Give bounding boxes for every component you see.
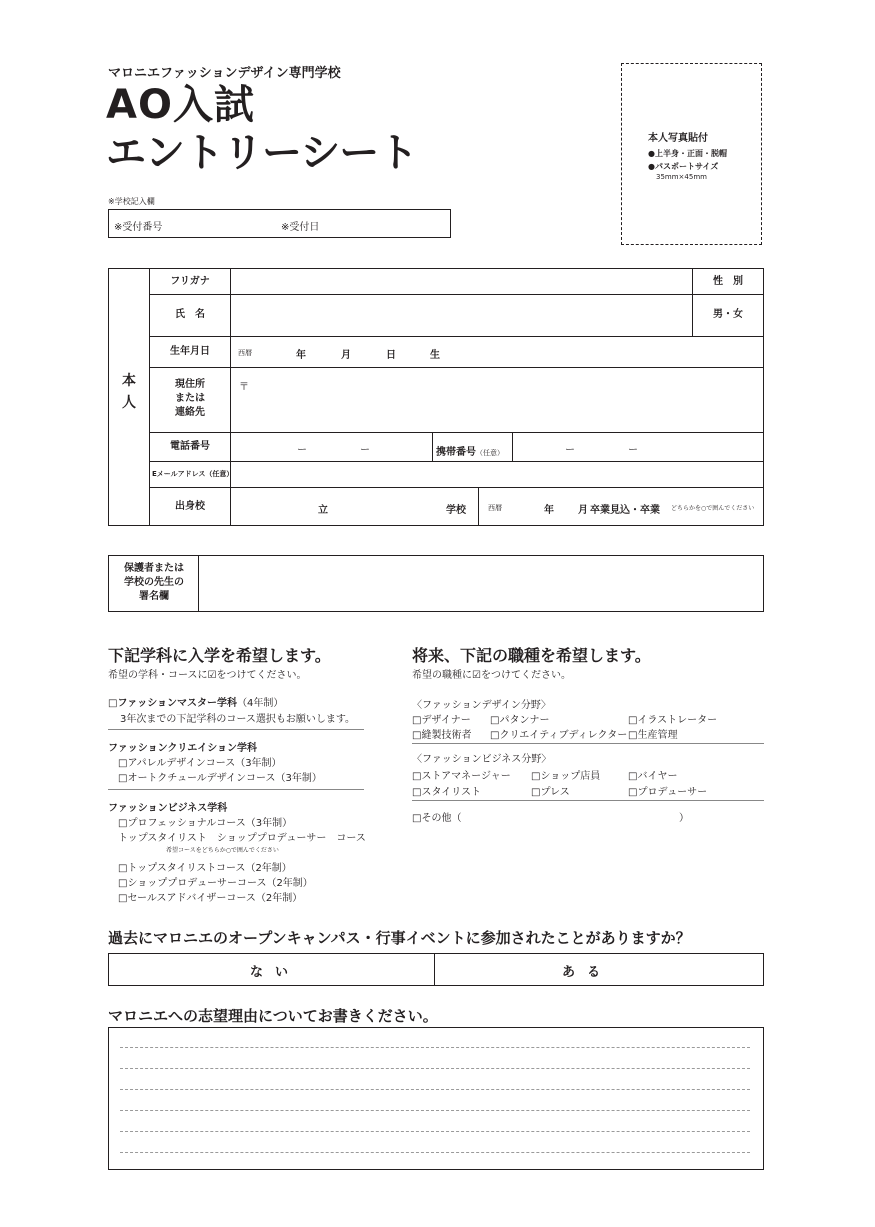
design-field-title: 〈ファッションデザイン分野〉 — [412, 700, 551, 711]
email-label: Eメールアドレス（任意） — [152, 470, 234, 478]
pro-course-note: 希望コースをどちらか○で囲んでください — [166, 847, 279, 854]
career-store-manager[interactable]: □ストアマネージャー — [412, 771, 511, 782]
business-option-3[interactable]: □セールスアドバイザーコース（2年制） — [118, 893, 303, 904]
dob-label: 生年月日 — [170, 346, 210, 358]
photo-size: 35mm×45mm — [656, 173, 707, 181]
career-buyer[interactable]: □バイヤー — [628, 771, 678, 782]
career-instruction: 希望の職種に☑をつけてください。 — [412, 670, 571, 681]
name-label: 氏 名 — [175, 309, 205, 321]
career-designer[interactable]: □デザイナー — [412, 715, 471, 726]
career-sewing[interactable]: □縫製技術者 — [412, 730, 472, 741]
business-field-title: 〈ファッションビジネス分野〉 — [412, 754, 552, 765]
photo-box[interactable] — [621, 63, 762, 245]
career-creative-director[interactable]: □クリエイティブディレクター — [490, 730, 628, 741]
career-stylist[interactable]: □スタイリスト — [412, 787, 482, 798]
photo-title: 本人写真貼付 — [648, 133, 708, 144]
address-field[interactable] — [232, 369, 762, 430]
career-other-close: ） — [679, 813, 689, 824]
guardian-label: 保護者または 学校の先生の 署名欄 — [124, 563, 184, 602]
event-answer-yes[interactable]: ある — [562, 965, 613, 980]
furigana-label: フリガナ — [170, 276, 210, 288]
reception-number-label: ※受付番号 — [114, 222, 163, 233]
photo-line-2: ●パスポートサイズ — [648, 162, 719, 171]
business-option-2[interactable]: □ショッププロデューサーコース（2年制） — [118, 878, 313, 889]
event-answer-box — [108, 953, 764, 986]
name-field[interactable] — [232, 296, 690, 334]
career-heading: 将来、下記の職種を希望します。 — [412, 646, 651, 665]
gender-label: 性 別 — [713, 276, 743, 288]
furigana-field[interactable] — [232, 270, 690, 293]
career-press[interactable]: □プレス — [531, 787, 570, 798]
reason-heading: マロニエへの志望理由についてお書きください。 — [108, 1007, 438, 1025]
career-shop-staff[interactable]: □ショップ店員 — [531, 771, 601, 782]
business-option-1[interactable]: □トップスタイリストコース（2年制） — [118, 863, 292, 874]
career-production[interactable]: □生産管理 — [628, 730, 678, 741]
school-use-label: ※学校記入欄 — [108, 197, 155, 206]
applicant-side-label: 本 人 — [122, 373, 136, 411]
dept-instruction: 希望の学科・コースに☑をつけてください。 — [108, 670, 307, 681]
gender-options[interactable]: 男・女 — [713, 309, 743, 321]
career-patternmaker[interactable]: □パタンナー — [490, 715, 550, 726]
creation-option-2[interactable]: □オートクチュールデザインコース（3年制） — [118, 773, 322, 784]
title-line-2: エントリーシート — [106, 130, 418, 176]
career-other[interactable]: □その他（ — [412, 813, 462, 824]
master-option[interactable]: □ファッションマスター学科（4年制） — [108, 698, 284, 709]
pro-course-option[interactable]: □プロフェッショナルコース（3年制） — [118, 818, 293, 829]
dept-heading: 下記学科に入学を希望します。 — [108, 646, 331, 665]
photo-line-1: ●上半身・正面・脱帽 — [648, 149, 727, 158]
event-question: 過去にマロニエのオープンキャンパス・行事イベントに参加されたことがありますか？ — [108, 929, 691, 947]
event-answer-no[interactable]: ない — [250, 965, 301, 980]
grad-status[interactable]: 卒業見込・卒業 — [590, 505, 660, 516]
phone-label: 電話番号 — [170, 441, 210, 453]
address-label: 現住所 または 連絡先 — [175, 379, 205, 418]
creation-option-1[interactable]: □アパレルデザインコース（3年制） — [118, 758, 282, 769]
reception-date-label: ※受付日 — [281, 222, 320, 233]
mobile-label: 携帯番号（任意） — [436, 447, 504, 458]
pro-course-choice[interactable]: トップスタイリスト ショッププロデューサー コース — [118, 833, 366, 844]
postal-mark: 〒 — [239, 382, 249, 393]
business-title: ファッションビジネス学科 — [108, 803, 228, 814]
school-from-label: 出身校 — [175, 501, 205, 513]
reception-box — [108, 209, 451, 238]
email-field[interactable] — [232, 463, 762, 485]
title-line-1: AO入試 — [106, 82, 255, 128]
creation-title: ファッションクリエイション学科 — [108, 743, 257, 754]
guardian-signature-field[interactable] — [200, 557, 762, 610]
career-producer[interactable]: □プロデューサー — [628, 787, 708, 798]
reason-box[interactable] — [108, 1027, 764, 1170]
career-illustrator[interactable]: □イラストレーター — [628, 715, 718, 726]
school-name: マロニエファッションデザイン専門学校 — [108, 66, 341, 81]
master-note: 3年次までの下記学科のコース選択もお願いします。 — [120, 714, 356, 725]
